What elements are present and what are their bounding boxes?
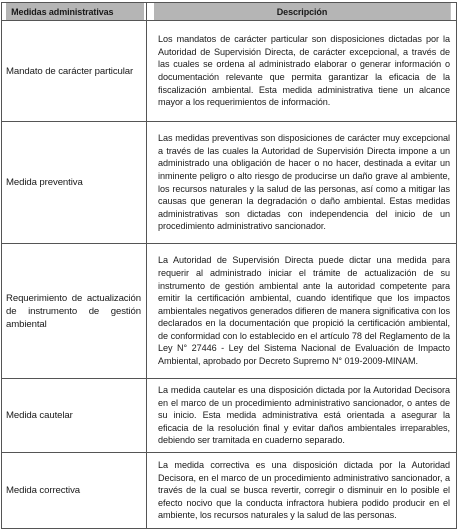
measure-description: Los mandatos de carácter particular son disposiciones dictadas por la Autoridad de Supervisión Directa, de carácter excepcional, a través de las cuales se ordena al administrado elaborar o generar información o documentación relevante que permita garantizar la eficacia de la fiscalización ambiental. Esta medida administrativa tiene un alcance mayor a los requerimientos de información. [147, 21, 457, 122]
measure-name: Medida correctiva [2, 453, 147, 529]
measure-description: Las medidas preventivas son disposiciones de carácter muy excepcional a través de las cuales la Autoridad de Supervisión Directa impone a un administrado una obligación de hacer o no hacer, destinada a evitar un inminente peligro o alto riesgo de producirse un daño grave al ambiente, los recursos naturales y la salud de las personas, así como a mitigar las causas que generan la degradación o daño ambiental. Estas medidas administrativas son dictadas con independencia del inicio de un procedimiento administrativo sancionador. [147, 122, 457, 244]
measure-description: La Autoridad de Supervisión Directa puede dictar una medida para requerir al administrado iniciar el trámite de actualización de su instrumento de gestión ambiental ante la autoridad competente para emitir la certificación ambiental, cuando identifique que los impactos ambientales negativos generados difieren de manera significativa con los declarados en la documentación que propició la certificación ambiental, de conformidad con lo establecido en el artículo 78 del Reglamento de la Ley N° 27446 - Ley del Sistema Nacional de Evaluación de Impacto Ambiental, aprobado por Decreto Supremo N° 019-2009-MINAM. [147, 244, 457, 379]
measure-name: Requerimiento de actualización de instrumento de gestión ambiental [2, 244, 147, 379]
measure-description: La medida correctiva es una disposición dictada por la Autoridad Decisora, en el marco de un procedimiento administrativo sancionador, a través de la cual se busca revertir, corregir o disminuir en lo posible el efecto nocivo que la conducta infractora hubiera podido producir en el ambiente, los recursos naturales y la salud de las personas. [147, 453, 457, 529]
measure-name: Mandato de carácter particular [2, 21, 147, 122]
measure-name: Medida preventiva [2, 122, 147, 244]
table-row [2, 21, 457, 122]
measures-table-container [1, 2, 456, 529]
column-header-measures: Medidas administrativas [4, 3, 143, 21]
measure-name: Medida cautelar [2, 379, 147, 453]
table-header-row [2, 3, 457, 21]
column-header-description: Descripción [153, 3, 451, 21]
administrative-measures-table [1, 2, 457, 529]
table-row [2, 244, 457, 379]
measure-description: La medida cautelar es una disposición dictada por la Autoridad Decisora en el marco de un procedimiento administrativo sancionador, o antes de su inicio. Esta medida administrativa está orientada a asegurar la eficacia de la resolución final y evitar daños ambientales irreparables, debiendo ser tramitada en cuaderno separado. [147, 379, 457, 453]
table-row [2, 379, 457, 453]
table-row [2, 122, 457, 244]
table-row [2, 453, 457, 529]
